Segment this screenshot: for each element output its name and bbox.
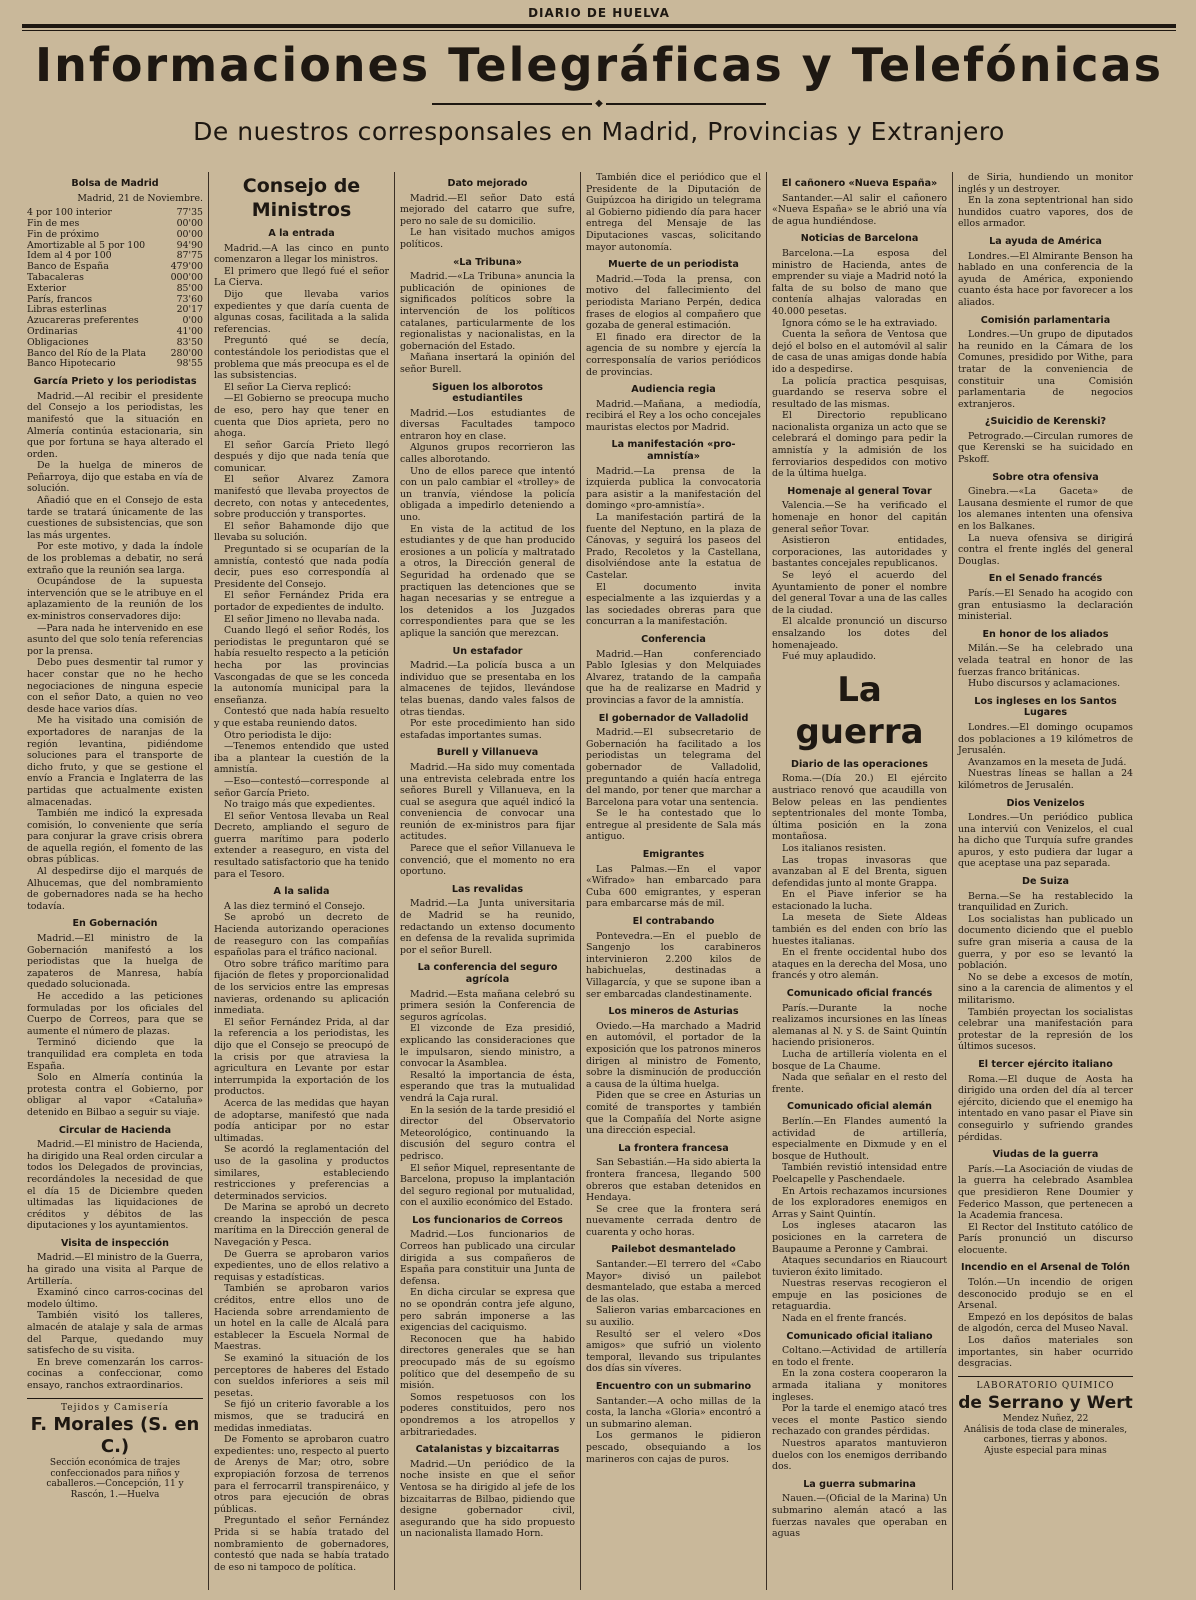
article-heading: Siguen los alborotos estudiantiles (432, 381, 543, 405)
paragraph: He accedido a las peticiones formuladas por los oficiales del Cuerpo de Correos, para que se aumente el número de plazas. (27, 991, 203, 1037)
column-1 (22, 172, 208, 1590)
paragraph: Solo en Almería continúa la protesta contra el Gobierno, por obligar al vapor «Cataluña» detenido en Bilbao a seguir su viaje. (27, 1072, 203, 1118)
paragraph: —El Gobierno se preocupa mucho de eso, pero hay que tener en cuenta que Dios aprieta, pero no ahoga. (214, 393, 389, 440)
paragraph: Madrid.—A las cinco en punto comenzaron a llegar los ministros. (214, 242, 389, 266)
paragraph: De Marina se aprobó un decreto creando la inspección de pesca marítima en la Dirección general de Navegación y Pesca. (214, 1202, 389, 1249)
paragraph: Londres.—Un periódico publica una interviú con Venizelos, el cual ha dicho que Turquía sufre grandes apuros, y esto pudiera dar lugar a que aceptase una paz separada. (958, 812, 1133, 870)
article-heading: Viudas de la guerra (992, 1149, 1099, 1161)
paragraph: También proyectan los socialistas celebrar una manifestación para protestar de la represión de los últimos sucesos. (958, 1006, 1133, 1053)
paragraph: Madrid.—La prensa de la izquierda publica la convocatoria para asistir a la manifestación del domingo «pro-amnistía». (586, 465, 761, 512)
article-title: Consejo de Ministros (242, 175, 361, 221)
paragraph: París.—Durante la noche realizamos incursiones en las líneas alemanas al N. y S. de Saint Quintín haciendo prisioneros. (772, 1002, 947, 1049)
article-heading: El contrabando (632, 916, 715, 928)
column-6 (952, 172, 1138, 1590)
table-row: Banco Hipotecario 98'55 (27, 358, 203, 370)
article-heading: El tercer ejército italiano (978, 1058, 1113, 1070)
article-heading: Sobre otra ofensiva (992, 471, 1099, 483)
paragraph: El señor Miquel, representante de Barcelona, propuso la implantación del seguro regional por mutualidad, con el auxilio económico del Estado. (400, 1162, 575, 1209)
paragraph: Madrid.—El subsecretario de Gobernación ha facilitado a los periodistas un telegrama del gobernador de Valladolid, preguntando a quién hacía entrega del mando, por tener que marchar a Barcelona para votar una sentencia. (586, 727, 761, 808)
paragraph: Ginebra.—«La Gaceta» de Lausana desmiente el rumor de que los alemanes intenten una ofensiva en los Balkanes. (958, 486, 1133, 533)
paragraph: El señor La Cierva replicó: (224, 381, 352, 393)
paragraph: En el frente occidental hubo dos ataques en la derecha del Mosa, uno francés y otro alemán. (772, 947, 947, 982)
paragraph: En la zona costera cooperaron la armada italiana y monitores ingleses. (772, 1368, 947, 1403)
paragraph: Empezó en los depósitos de balas de algodón, cerca del Museo Naval. (958, 1311, 1133, 1335)
paragraph: En la zona septentrional han sido hundidos cuatro vapores, dos de ellos armador. (958, 195, 1133, 230)
section-heading: Bolsa de Madrid (71, 178, 159, 189)
article-heading: De Suiza (1022, 876, 1069, 888)
article-heading: Audiencia regia (631, 384, 716, 396)
paragraph: —Tenemos entendido que usted iba a plantear la cuestión de la amnistía. (214, 741, 389, 776)
paragraph: Madrid.—Los estudiantes de diversas Facultades tampoco entraron hoy en clase. (400, 407, 575, 442)
paragraph: Madrid.—La Junta universitaria de Madrid se ha reunido, redactando un extenso documento en defensa de la revalida suprimida por el señor Burell. (400, 898, 575, 956)
paragraph: En Artois rechazamos incursiones de los exploradores enemigos en Arras y Saint Quintín. (772, 1185, 947, 1220)
table-row: Banco de España 479'00 (27, 261, 203, 273)
paragraph: Madrid.—El señor Dato está mejorado del catarro que sufre, pero no sale de su domicilio. (400, 192, 575, 227)
paragraph: Petrogrado.—Circulan rumores de que Kerenski se ha suicidado en Pskoff. (958, 430, 1133, 466)
article-heading: Visita de inspección (61, 1237, 169, 1249)
paragraph: El señor Fernández Prida, al dar la referencia a los periodistas, les dijo que el Consejo se preocupó de la crisis por que atraviesa la agricultura en Levante por estar interrumpida la exportación de los productos. (214, 1016, 389, 1098)
paragraph: Las tropas invasoras que avanzaban al E del Brenta, siguen defendidas junto al monte Grappa. (772, 854, 947, 889)
paragraph: Santander.—El terrero del «Cabo Mayor» divisó un pailebot desmantelado, que estaba a merced de las olas. (586, 1259, 761, 1305)
ad-line: Mendez Nuñez, 22 (1002, 1414, 1089, 1425)
paragraph: Milán.—Se ha celebrado una velada teatral en honor de las fuerzas franco británicas. (958, 643, 1133, 678)
paragraph: Madrid.—Al recibir el presidente del Consejo a los periodistas, les manifestó que la situación en Almería continúa estacionaria, sin que por fortuna se haya alterado el orden. (27, 390, 203, 460)
paragraph: Somos respetuosos con los poderes constituidos, pero nos opondremos a los atropellos y arbitrariedades. (400, 1391, 575, 1438)
paragraph: Debo pues desmentir tal rumor y hacer constar que no he hecho negociaciones de ninguna especie con el señor Dato, a quien no veo desde hace varios días. (27, 657, 203, 715)
paragraph: La policía practica pesquisas, guardando se reserva sobre el resultado de las mismas. (772, 375, 947, 410)
paragraph: Otro periodista le dijo: (224, 729, 332, 741)
article-heading: A la salida (273, 886, 330, 898)
table-row: París, francos 73'60 (27, 293, 203, 305)
paragraph: También dice el periódico que el Presidente de la Diputación de Guipúzcoa ha dirigido un telegrama al Gobierno pidiendo día para hacer entrega del Mensaje de las Diputaciones vascas, solicitando mayor autonomía. (586, 172, 761, 253)
paragraph: También revistió intensidad entre Poelcapelle y Paschendaele. (772, 1162, 947, 1185)
table-row: Tabacaleras 000'00 (27, 271, 203, 283)
paragraph: El alcalde pronunció un discurso ensalzando los dotes del homenajeado. (772, 616, 947, 651)
table-row: 4 por 100 interior 77'35 (27, 207, 203, 219)
paragraph: Hubo discursos y aclamaciones. (968, 678, 1121, 690)
article-heading: Burell y Villanueva (436, 747, 539, 759)
paragraph: Nada en el frente francés. (782, 1313, 907, 1325)
article-heading: Comunicado oficial alemán (787, 1101, 932, 1113)
paragraph: También visitó los talleres, almacén de atalaje y sala de armas del Parque, quedando muy satisfecho de su visita. (27, 1310, 203, 1357)
table-row: Fin de próximo 00'00 (27, 228, 203, 240)
paragraph: Uno de ellos parece que intentó con un palo cambiar el «trolley» de un tranvía, viéndose la policía obligada a impedirlo deteniendo a uno. (400, 465, 575, 524)
paragraph: Se leyó el acuerdo del Ayuntamiento de poner el nombre del general Tovar a una de las calles de la ciudad. (772, 570, 947, 616)
paragraph: París.—El Senado ha acogido con gran entusiasmo la declaración ministerial. (958, 588, 1133, 623)
paragraph: También se aprobaron varios créditos, entre ellos uno de Hacienda sobre arrendamiento de un hotel en la calle de Alcalá para establecer la Escuela Normal de Maestras. (214, 1283, 389, 1353)
paragraph: —Para nada he intervenido en ese asunto del que solo tenía referencias por la prensa. (27, 622, 203, 657)
article-heading: El gobernador de Valladolid (598, 712, 749, 724)
paragraph: Los socialistas han publicado un documento diciendo que el pueblo sufre gran miseria a causa de la guerra, y por eso se levantó la población. (958, 913, 1133, 972)
paragraph: Pontevedra.—En el pueblo de Sangenjo los carabineros intervinieron 2.200 kilos de habichuelas, destinadas a Villagarcía, y que se supone iban a ser embarcadas clandestinamente. (586, 930, 761, 1000)
column-4 (580, 172, 766, 1590)
paragraph: El primero que llegó fué el señor La Cierva. (214, 265, 389, 289)
paragraph: Londres.—El domingo ocupamos dos poblaciones a 19 kilómetros de Jerusalén. (958, 721, 1133, 757)
article-heading: Comunicado oficial italiano (786, 1330, 933, 1342)
paragraph: Por este motivo, y dada la índole de los problemas a debatir, no será extraño que la reunión sea larga. (27, 541, 203, 576)
paragraph: En breve comenzarán los carros-cocinas a confeccionar, como ensayo, ranchos extraordinarios. (27, 1356, 203, 1392)
article-heading: Homenaje al general Tovar (787, 485, 932, 497)
paragraph: Berlín.—En Flandes aumentó la actividad de artillería, especialmente en Dixmude y en el bosque de Huthoult. (772, 1115, 947, 1162)
paragraph: El señor Jimeno no llevaba nada. (224, 613, 381, 625)
subheadline: De nuestros corresponsales en Madrid, Provincias y Extranjero (193, 117, 1005, 146)
paragraph: Madrid.—El ministro de la Guerra, ha girado una visita al Parque de Artillería. (27, 1252, 203, 1287)
paragraph: Acerca de las medidas que hayan de adoptarse, manifestó que nada podía anticipar por no estar ultimadas. (214, 1097, 389, 1144)
paragraph: Santander.—A ocho millas de la costa, la lancha «Gloria» encontró a un submarino aleman. (586, 1395, 761, 1430)
article-heading: La guerra submarina (803, 1478, 916, 1490)
article-heading: La manifestación «pro-amnistía» (611, 439, 736, 463)
article-heading: Comunicado oficial francés (786, 988, 933, 1000)
column-3 (394, 172, 580, 1590)
paragraph: París.—La Asociación de viudas de la guerra ha celebrado Asamblea que presidieron Rene Doumier y Federico Masson, que pertenecen a la Academia francesa. (958, 1163, 1133, 1222)
paragraph: El señor Alvarez Zamora manifestó que llevaba proyectos de decreto, con notas y antecedentes, sobre producción y transportes. (214, 474, 389, 521)
table-row: Idem al 4 por 100 87'75 (27, 250, 203, 262)
paragraph: Los ingleses atacaron las posiciones en la carretera de Baupaume a Peronne y Cambrai. (772, 1220, 947, 1255)
paragraph: Ataques secundarios en Riaucourt tuvieron éxito limitado. (772, 1255, 947, 1278)
paragraph: También me indicó la expresada comisión, lo conveniente que sería para conjurar la grave crisis obrera de aquella región, el fomento de las obras públicas. (27, 808, 203, 866)
paragraph: Preguntó qué se decía, contestándole los periodistas que el problema que más preocupa es el de las subsistencias. (214, 335, 389, 382)
paragraph: Nuestras líneas se hallan a 24 kilómetros de Jerusalén. (958, 768, 1133, 791)
paragraph: Roma.—El duque de Aosta ha dirigido una orden del día al tercer ejército, diciendo que el enemigo ha intentado en vano pasar el Piave sin conseguirlo y sufriendo grandes pérdidas. (958, 1073, 1133, 1143)
paragraph: El señor Bahamonde dijo que llevaba su solución. (214, 520, 389, 544)
article-heading: Noticias de Barcelona (800, 233, 919, 245)
article-heading: Conferencia (641, 633, 706, 645)
paragraph: De Guerra se aprobaron varios expedientes, uno de ellos relativo a requisas y estadísticas. (214, 1248, 389, 1283)
table-row: Libras esterlinas 20'17 (27, 304, 203, 316)
paragraph: Contestó que nada había resuelto y que estaba reuniendo datos. (214, 706, 389, 729)
paragraph: Ocupándose de la supuesta intervención que se le atribuye en el aplazamiento de la reunión de los ex-ministros conservadores dijo: (27, 576, 203, 623)
top-rule (22, 24, 1176, 31)
table-row: Obligaciones 83'50 (27, 336, 203, 348)
paragraph: Coltano.—Actividad de artillería en todo el frente. (772, 1345, 947, 1368)
ad-line: Sección económica de trajes confeccionados para niños y caballeros.—Concepción, 11 y Rascón, 1.—Huelva (46, 1458, 184, 1500)
paragraph: Cuenta la señora de Ventosa que dejó el bolso en el automóvil al salir de casa de unas amigas donde había ido a despedirse. (772, 329, 947, 375)
paragraph: Terminó diciendo que la tranquilidad era completa en toda España. (27, 1037, 203, 1072)
paragraph: Madrid.—La policía busca a un individuo que se presentaba en los almacenes de tejidos, llevándose telas buenas, dando vales falsos de otras tiendas. (400, 660, 575, 718)
paragraph: Se examinó la situación de los perceptores de haberes del Estado con sueldos inferiores a seis mil pesetas. (214, 1353, 389, 1399)
paragraph: Añadió que en el Consejo de esta tarde se tratará únicamente de las cuestiones de subsistencias, que son las más urgentes. (27, 495, 203, 541)
article-heading: El cañonero «Nueva España» (781, 178, 938, 189)
paragraph: Londres.—Un grupo de diputados ha reunido en la Cámara de los Comunes, presidido por Withe, para tratar de la conveniencia de constituir una Comisión parlamentaria de negocios extranjeros. (958, 329, 1133, 410)
article-heading: La conferencia del seguro agrícola (417, 962, 558, 985)
paragraph: Roma.—(Día 20.) El ejército austriaco renovó que acaudilla von Below peleas en las pendientes septentrionales del monte Tomba, última posición en la zona montañosa. (772, 773, 947, 843)
paragraph: El señor García Prieto llegó después y dijo que nada tenía que comunicar. (214, 439, 389, 474)
paragraph: El señor Fernández Prida era portador de expedientes de indulto. (214, 590, 389, 613)
paragraph: De la huelga de mineros de Peñarroya, dijo que estaba en vía de solución. (27, 460, 203, 495)
paragraph: La manifestación partirá de la fuente del Neptuno, en la plaza de Cánovas, y seguirá los paseos del Prado, Recoletos y la Castellana, disolviéndose ante la estatua de Castelar. (586, 512, 761, 581)
paragraph: Los daños materiales son importantes, sin haber ocurrido desgracias. (958, 1335, 1133, 1370)
paragraph: Parece que el señor Villanueva le convenció, que el momento no era oportuno. (400, 843, 575, 878)
ad-title: de Serrano y Wert (958, 1393, 1133, 1414)
paragraph: El vizconde de Eza presidió, explicando las consideraciones que le impulsaron, siendo ministro, a convocar la Asamblea. (400, 1023, 575, 1070)
column-2 (208, 172, 394, 1590)
paragraph: El documento invita especialmente a las izquierdas y a las sociedades obreras para que concurran a la manifestación. (586, 581, 761, 628)
ad-title: F. Morales (S. en C.) (30, 1414, 200, 1458)
paragraph: Al despedirse dijo el marqués de Alhucemas, que del nombramiento de gobernadores nada se ha hecho todavía. (27, 866, 203, 912)
paragraph: De Fomento se aprobaron cuatro expedientes: uno, respecto al puerto de Arenys de Mar; otro, sobre expropiación forzosa de terrenos para el ferrocarril transpirenáico, y otros para ejecución de obras públicas. (214, 1434, 389, 1515)
article-heading: En el Senado francés (988, 573, 1103, 585)
article-heading: Los ingleses en los Santos Lugares (974, 695, 1117, 719)
paragraph: En el Piave inferior se ha estacionado la lucha. (772, 889, 947, 912)
masthead: DIARIO DE HUELVA (528, 6, 670, 20)
column-5 (766, 172, 952, 1590)
paragraph: Madrid.—Han conferenciado Pablo Iglesias y don Melquiades Alvarez, tratando de la campaña que ha de realizarse en Madrid y provincias a favor de la amnistía. (586, 648, 761, 706)
paragraph: Madrid.—«La Tribuna» anuncia la publicación de opiniones de significados políticos sobre la intervención de los políticos catalanes, particularmente de los regionalistas y nacionalistas, en la gobernación del Estado. (400, 271, 575, 352)
paragraph: Examinó cinco carros-cocinas del modelo último. (27, 1287, 203, 1310)
article-heading: A la entrada (268, 228, 335, 239)
article-heading: Los funcionarios de Correos (412, 1214, 563, 1226)
article-heading: Un estafador (452, 645, 523, 657)
paragraph: Tolón.—Un incendio de origen desconocido produjo se en el Arsenal. (958, 1277, 1133, 1312)
article-heading: Catalanistas y bizcaitarras (415, 1444, 560, 1456)
paragraph: Santander.—Al salir el cañonero «Nueva España» se le abrió una vía de agua hundiéndose. (772, 192, 947, 227)
paragraph: Madrid.—Esta mañana celebró su primera sesión la Conferencia de seguros agrícolas. (400, 988, 575, 1023)
article-heading: En honor de los aliados (982, 628, 1109, 640)
paragraph: —Eso—contestó—corresponde al señor García Prieto. (214, 775, 389, 799)
article-heading: García Prieto y los periodistas (33, 376, 197, 388)
paragraph: Berna.—Se ha restablecido la tranquilidad en Zurich. (958, 890, 1133, 914)
paragraph: Nada que señalar en el resto del frente. (772, 1072, 947, 1095)
article-heading: Circular de Hacienda (58, 1124, 172, 1136)
advertisement-laboratorio (958, 1376, 1133, 1457)
paragraph: Por la tarde el enemigo atacó tres veces el monte Pastico siendo rechazado con grandes pérdidas. (772, 1403, 947, 1438)
paragraph: Piden que se cree en Asturias un comité de transportes y también que la Compañía del Norte asigne una dirección especial. (586, 1090, 761, 1137)
paragraph: Londres.—El Almirante Benson ha hablado en una conferencia de la ayuda de América, exponiendo cuanto ésta hace por favorecer a los aliados. (958, 250, 1133, 308)
advertisement-morales (27, 1398, 203, 1501)
article-heading: La ayuda de América (989, 235, 1102, 247)
article-heading: ¿Suicidio de Kerenski? (984, 416, 1107, 428)
article-heading: La frontera francesa (618, 1142, 729, 1154)
article-heading: «La Tribuna» (453, 256, 522, 268)
paragraph: Mañana insertará la opinión del señor Burell. (400, 352, 575, 375)
table-row: Exterior 85'00 (27, 282, 203, 294)
paragraph: Valencia.—Se ha verificado el homenaje en honor del capitán general señor Tovar. (772, 500, 947, 535)
paragraph: Nauen.—(Oficial de la Marina) Un submarino alemán atacó a las fuerzas navales que operaban en aguas (772, 1493, 947, 1540)
article-heading: Dato mejorado (447, 178, 528, 189)
paragraph: En vista de la actitud de los estudiantes y de que han producido erosiones a un policía y maltratado a otros, la Dirección general de Seguridad ha ordenado que se practiquen las detenciones que se hagan necesarias y se entregue a los detenidos a los Juzgados correspondientes para que se les aplique la sanción que merezcan. (400, 523, 575, 639)
table-row: Amortizable al 5 por 100 94'90 (27, 239, 203, 251)
ad-line: LABORATORIO QUIMICO (976, 1380, 1115, 1391)
paragraph: Madrid.—Un periódico de la noche insiste en que el señor Ventosa se ha dirigido al jefe de los bizcaitarras de Bilbao, pidiendo que designe gobernador civil, asegurando que ha sido propuesto un nacionalista llamado Horn. (400, 1458, 575, 1540)
paragraph: Avanzamos en la meseta de Judá. (968, 756, 1127, 768)
article-heading: Diario de las operaciones (791, 758, 928, 770)
paragraph: No se debe a excesos de motín, sino a la carencia de alimentos y el militarismo. (958, 971, 1133, 1006)
paragraph: Otro sobre tráfico marítimo para fijación de fletes y proporcionalidad de los servicios entre las empresas navieras, ordenando su aplicación inmediata. (214, 958, 389, 1017)
article-heading: Las revalidas (451, 883, 524, 895)
table-row: Azucareras preferentes 0'00 (27, 315, 203, 327)
paragraph: A las diez terminó el Consejo. (224, 900, 366, 912)
table-row: Banco del Río de la Plata 280'00 (27, 347, 203, 359)
paragraph: Se cree que la frontera será nuevamente cerrada dentro de cuarenta y ocho horas. (586, 1203, 761, 1238)
paragraph: Nuestras reservas recogieron el empuje en las posiciones de retaguardia. (772, 1278, 947, 1313)
paragraph: Ignora cómo se le ha extraviado. (782, 317, 938, 329)
paragraph: Le han visitado muchos amigos políticos. (400, 227, 575, 250)
paragraph: La meseta de Siete Aldeas también es del enden con brío las huestes italianas. (772, 912, 947, 947)
paragraph: Preguntado si se ocuparían de la amnistía, contestó que nada podía decir, pues eso correspondía al Presidente del Consejo. (214, 544, 389, 590)
paragraph: Se le ha contestado que lo entregue al presidente de Sala más antiguo. (586, 808, 761, 843)
stock-table (27, 208, 203, 370)
ad-line: Tejidos y Camisería (60, 1402, 170, 1413)
paragraph: Por este procedimiento han sido estafadas importantes sumas. (400, 718, 575, 741)
section-title-la-guerra: La guerra (795, 669, 924, 752)
paragraph: Se fijó un criterio favorable a los mismos, que se traducirá en medidas inmediatas. (214, 1399, 389, 1434)
ad-line: Ajuste especial para minas (984, 1445, 1107, 1456)
paragraph: Oviedo.—Ha marchado a Madrid en automóvil, el portador de la exposición que los patronos mineros dirigen al ministro de Fomento, sobre la disminución de producción a causa de la última huelga. (586, 1020, 761, 1090)
paragraph: El Rector del Instituto católico de París pronunció un discurso elocuente. (958, 1221, 1133, 1256)
article-heading: Los mineros de Asturias (608, 1006, 739, 1018)
article-heading: Muerte de un periodista (608, 259, 739, 271)
paragraph: Reconocen que ha habido directores generales que se han preocupado más de su egoísmo político que del desempeño de su misión. (400, 1333, 575, 1392)
paragraph: Madrid.—Los funcionarios de Correos han publicado una circular dirigida a sus compañeros de España para constituir una Junta de defensa. (400, 1229, 575, 1287)
paragraph: San Sebastián.—Ha sido abierta la frontera francesa, llegando 500 obreros que estaban detenidos en Hendaya. (586, 1157, 761, 1204)
paragraph: Madrid.—Ha sido muy comentada una entrevista celebrada entre los señores Burell y Villanueva, en la cual se asegura que aquél indicó la conveniencia de convocar una reunión de ex-ministros para fijar actitudes. (400, 761, 575, 843)
paragraph: Algunos grupos recorrieron las calles alborotando. (400, 442, 575, 466)
paragraph: Los italianos resisten. (782, 842, 887, 854)
paragraph: de Siria, hundiendo un monitor inglés y un destroyer. (958, 172, 1133, 195)
paragraph: El finado era director de la agencia de su nombre y ejercía la corresponsalía de varios periódicos de provincias. (586, 331, 761, 378)
paragraph: Me ha visitado una comisión de exportadores de naranjas de la región levantina, pidiéndome soluciones para el transporte de dicho fruto, y que se gestione el envío a Francia e Inglaterra de las partidas que actualmente existen almacenadas. (27, 715, 203, 808)
paragraph: El Directorio republicano nacionalista organiza un acto que se celebrará el domingo para pedir la amnistía y la admisión de los ferroviarios despedidos con motivo de la última huelga. (772, 410, 947, 480)
paragraph: Resultó ser el velero «Dos amigos» que sufrió un violento temporal, llevando sus tripulantes dos días sin víveres. (586, 1328, 761, 1375)
paragraph: Los germanos le pidieron pescado, obsequiando a los marineros con cajas de puros. (586, 1430, 761, 1465)
table-row: Fin de mes 00'00 (27, 217, 203, 229)
paragraph: En dicha circular se expresa que no se opondrán contra jefe alguno, pero sabrán imponerse a las exigencias del caciquismo. (400, 1287, 575, 1334)
article-heading: Pailebot desmantelado (611, 1244, 736, 1256)
paragraph: Lucha de artillería violenta en el bosque de La Chaume. (772, 1049, 947, 1072)
paragraph: Resaltó la importancia de ésta, esperando que tras la mutualidad vendrá la Caja rural. (400, 1069, 575, 1104)
paragraph: Madrid.—El ministro de la Gobernación manifestó a los periodistas que la huelga de zapateros de Manresa, había quedado solucionada. (27, 933, 203, 991)
paragraph: Madrid.—Mañana, a mediodía, recibirá el Rey a los ocho concejales mauristas electos por Madrid. (586, 398, 761, 433)
paragraph: No traigo más que expedientes. (224, 799, 376, 811)
paragraph: Se acordó la reglamentación del uso de la gasolina y productos similares, estableciendo restricciones y preferencias a determinados servicios. (214, 1144, 389, 1202)
paragraph: Salieron varias embarcaciones en su auxilio. (586, 1305, 761, 1329)
article-heading: En Gobernación (72, 918, 158, 930)
article-heading: Emigrantes (642, 849, 705, 861)
dateline: Madrid, 21 de Noviembre. (77, 192, 203, 204)
paragraph: La nueva ofensiva se dirigirá contra el frente inglés del general Douglas. (958, 532, 1133, 567)
paragraph: Madrid.—Toda la prensa, con motivo del fallecimiento del periodista Mariano Perpén, dedica frases de elogios al compañero que gozaba de general estimación. (586, 273, 761, 332)
main-headline: Informaciones Telegráficas y Telefónicas (35, 38, 1163, 92)
paragraph: Preguntado el señor Fernández Prida si se había tratado del nombramiento de gobernadores, contestó que nada se había tratado de eso ni tampoco de política. (214, 1515, 389, 1573)
paragraph: Nuestros aparatos mantuvieron duelos con los enemigos derribando dos. (772, 1438, 947, 1473)
columns (22, 172, 1176, 1590)
article-heading: Incendio en el Arsenal de Tolón (961, 1262, 1130, 1274)
paragraph: Se aprobó un decreto de Hacienda autorizando operaciones de reaseguro con las compañías españolas para el tráfico nacional. (214, 912, 389, 959)
paragraph: Asistieron entidades, corporaciones, las autoridades y bastantes concejales republicanos. (772, 535, 947, 570)
ad-line: Análisis de toda clase de minerales, carbones, tierras y abonos. (963, 1424, 1128, 1446)
paragraph: Madrid.—El ministro de Hacienda, ha dirigido una Real orden circular a todos los Delegados de provincias, recordándoles la necesidad de que el día 15 de Diciembre queden ultimadas las liquidaciones de créditos y débitos de las diputaciones y los ayuntamientos. (27, 1139, 203, 1232)
paragraph: Las Palmas.—En el vapor «Wifrado» han embarcado para Cuba 600 emigrantes, y esperan para embarcarse más de mil. (586, 863, 761, 910)
article-heading: Dios Venizelos (1006, 797, 1085, 809)
paragraph: El señor Ventosa llevaba un Real Decreto, ampliando el seguro de guerra marítimo para poderlo extender a reaseguro, en vista del resultado satisfactorio que ha tenido para el Tesoro. (214, 810, 389, 880)
ornament-divider: ◆ (22, 95, 1176, 113)
paragraph: Cuando llegó el señor Rodés, los periodistas le preguntaron qué se había resuelto respecto a la petición hecha por las provincias Vascongadas de que se les conceda la autonomía municipal para la enseñanza. (214, 625, 389, 706)
paragraph: Fué muy aplaudido. (782, 651, 876, 663)
table-row: Ordinarias 41'00 (27, 325, 203, 337)
paragraph: En la sesión de la tarde presidió el director del Observatorio Meteorológico, continuando la discusión del seguro contra el pedrisco. (400, 1104, 575, 1162)
article-heading: Comisión parlamentaria (980, 314, 1111, 326)
article-heading: Encuentro con un submarino (595, 1381, 752, 1392)
paragraph: Dijo que llevaba varios expedientes y que daría cuenta de algunas cosas, facilitada a la salida referencias. (214, 288, 389, 335)
paragraph: Barcelona.—La esposa del ministro de Hacienda, antes de emprender su viaje a Madrid notó la falta de su bolso de mano que contenía alhajas valoradas en 40.000 pesetas. (772, 247, 947, 317)
